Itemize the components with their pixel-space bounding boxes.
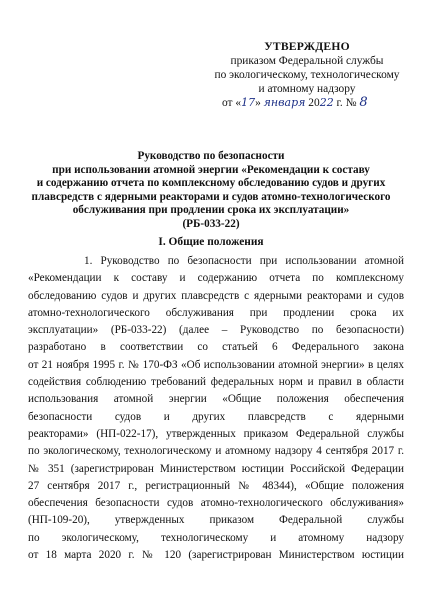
title-line: обслуживания при продлении срока их эксплуатации» <box>72 204 350 217</box>
title-line: (РБ-033-22) <box>182 217 240 230</box>
body-line: эксплуатации» (РБ-033-22) (далее – Руководство по безопасности) <box>28 324 404 337</box>
body-line: атомно-технологического обслуживания при продлении срока их <box>28 306 404 319</box>
approval-line: приказом Федеральной службы <box>230 55 384 67</box>
approval-line: по экологическому, технологическому <box>214 69 400 81</box>
approval-stamp <box>212 40 402 110</box>
body-line: № 351 (зарегистрирован Министерством юстиции Российской Федерации <box>28 462 404 475</box>
body-line: обследованию судов и других плавсредств с ядерными реакторами и судов <box>28 289 404 302</box>
body-line: от 21 ноября 1995 г. № 170-ФЗ «Об использовании атомной энергии» в целях <box>28 358 404 371</box>
body-line: безопасности судов и других плавсредств с ядерными <box>28 410 404 423</box>
title-line: Руководство по безопасности <box>137 150 285 162</box>
date-prefix: от « <box>222 97 242 109</box>
approval-date-line <box>212 96 402 110</box>
title-line: плавсредств с ядерными реакторами и судов атомно-технологического <box>31 190 391 203</box>
approval-title: УТВЕРЖДЕНО <box>264 40 350 53</box>
body-line: обеспечения безопасности судов атомно-технологического обслуживания» <box>28 497 404 510</box>
body-line: (НП-109-20), утвержденных приказом Федеральной службы <box>28 514 404 527</box>
body-line: по экологическому, технологическому и атомному надзору 4 сентября 2017 г. <box>28 445 404 458</box>
handwritten-order-number: 8 <box>359 95 368 110</box>
body-line: содействия соблюдению требований федеральных норм и правил в области <box>28 376 404 389</box>
title-line: при использовании атомной энергии «Рекомендации к составу <box>52 163 370 176</box>
date-mid: » <box>255 97 264 109</box>
body-line: разработано в соответствии со статьей 6 Федерального закона <box>28 341 404 354</box>
body-line: 1. Руководство по безопасности при использовании атомной <box>84 255 404 267</box>
title-line: и содержанию отчета по комплексному обследованию судов и других <box>36 177 386 190</box>
date-year-suffix: г. № <box>333 97 360 109</box>
body-line: от 18 марта 2020 г. № 120 (зарегистрирован Министерством юстиции <box>28 549 404 562</box>
body-line: «Рекомендации к составу и содержанию отчета по комплексному <box>28 272 404 285</box>
handwritten-year: 22 <box>319 96 334 109</box>
date-year-prefix: 20 <box>305 97 320 109</box>
document-title <box>28 150 394 232</box>
body-line: 27 сентября 2017 г., регистрационный № 48344), «Общие положения <box>28 479 404 492</box>
body-line: по экологическому, технологическому и атомному надзору <box>28 531 404 544</box>
body-paragraph <box>28 253 404 564</box>
body-line: использования атомной энергии «Общие положения обеспечения <box>28 393 404 406</box>
section-heading: I. Общие положения <box>158 236 264 248</box>
handwritten-day: 17 <box>241 96 256 109</box>
approval-line: и атомному надзору <box>258 83 356 95</box>
body-line: реакторами» (НП-022-17), утвержденных приказом Федеральной службы <box>28 427 404 440</box>
handwritten-month: января <box>263 96 306 109</box>
